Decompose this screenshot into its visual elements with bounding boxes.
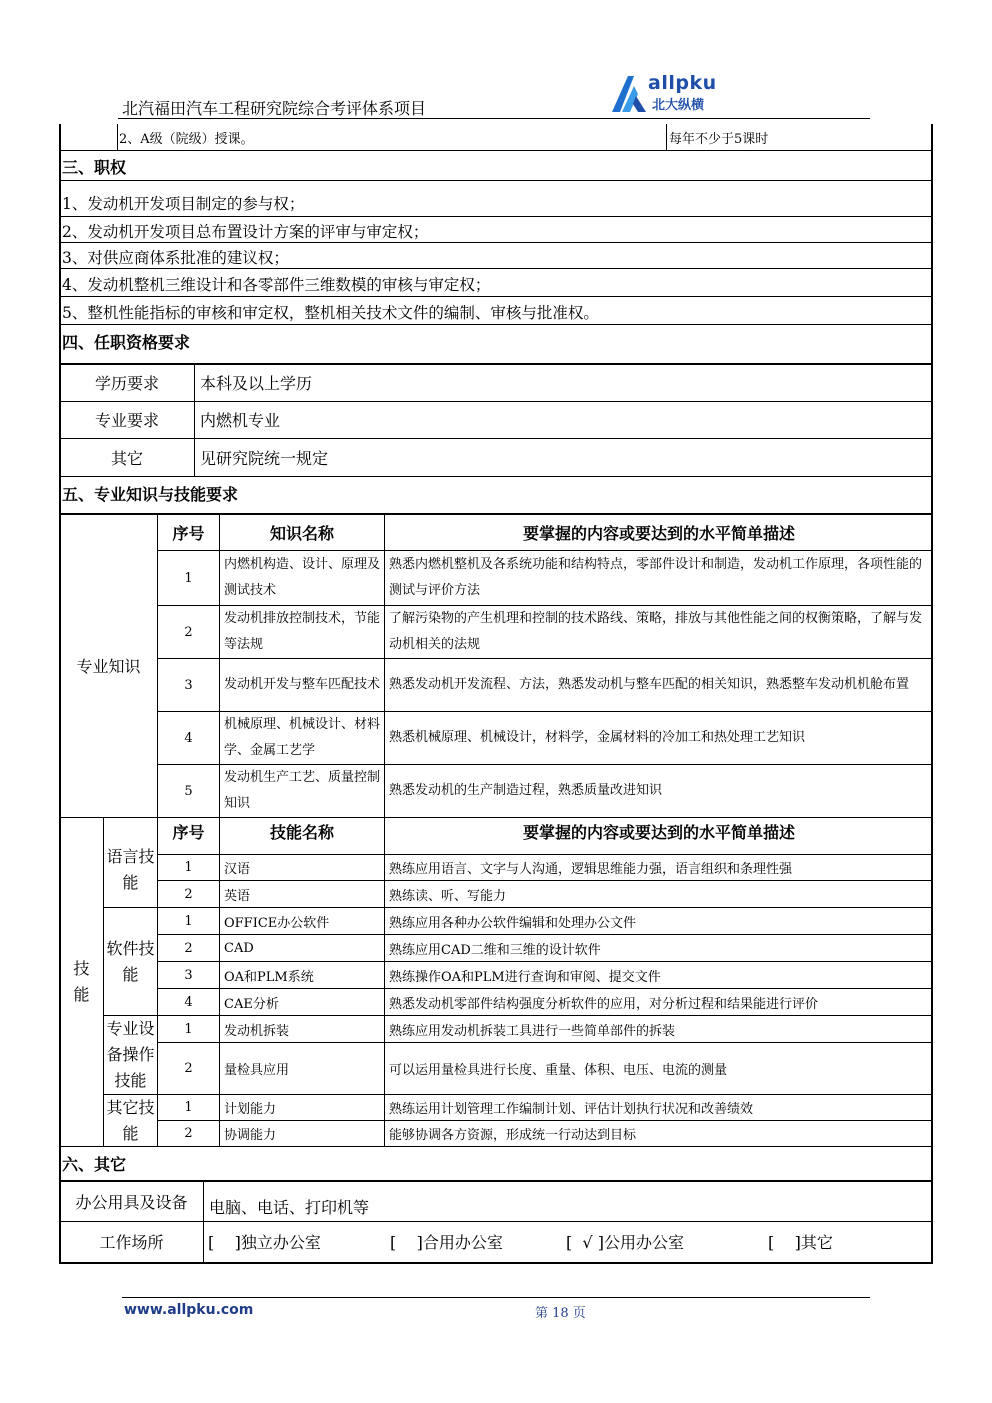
skill-no: 1: [184, 860, 193, 875]
knowledge-name: 发动机开发与整车匹配技术: [224, 677, 381, 692]
knowledge-desc: 熟悉机械原理、机械设计，材料学，金属材料的冷加工和热处理工艺知识: [389, 730, 806, 745]
knowledge-name: 发动机排放控制技术，节能等法规: [224, 611, 381, 652]
skill-desc: 熟练应用各种办公软件编辑和处理办公文件: [389, 915, 637, 931]
skill-no: 2: [184, 1126, 193, 1141]
skill-desc: 熟练操作OA和PLM进行查询和审阅、提交文件: [389, 969, 661, 985]
page-number: 第 18 页: [535, 1306, 586, 1321]
skill-name: OA和PLM系统: [224, 969, 314, 985]
knowledge-no: 3: [184, 677, 193, 693]
skill-name: 计划能力: [224, 1102, 277, 1117]
authority-item: 1、发动机开发项目制定的参与权；: [62, 195, 305, 213]
equipment-label: 办公用具及设备: [75, 1192, 188, 1212]
document-header-title: 北汽福田汽车工程研究院综合考评体系项目: [122, 99, 427, 118]
skill-no: 2: [184, 940, 193, 956]
knowledge-name: 发动机生产工艺、质量控制知识: [224, 770, 381, 811]
logo-text-cn: 北大纵横: [652, 98, 705, 113]
workplace-option-other: [ ]其它: [768, 1232, 833, 1252]
footer-rule: [122, 1297, 870, 1298]
header-rule: [118, 118, 870, 119]
authority-item: 4、发动机整机三维设计和各零部件三维数模的审核与审定权；: [62, 276, 491, 294]
skill-no: 4: [184, 994, 193, 1010]
allpku-logo: [608, 72, 728, 116]
knowledge-name: 内燃机构造、设计、原理及测试技术: [224, 557, 381, 598]
skill-name: 量检具应用: [224, 1063, 290, 1078]
skill-name: 发动机拆装: [224, 1023, 290, 1039]
workplace-label: 工作场所: [99, 1232, 164, 1252]
column-header-name: 知识名称: [269, 523, 334, 543]
section-4-title: 四、任职资格要求: [62, 333, 191, 352]
knowledge-no: 1: [184, 570, 193, 586]
section-3-title: 三、职权: [62, 158, 127, 177]
skill-category: 语言技能: [106, 847, 155, 892]
skill-name: 协调能力: [224, 1128, 277, 1143]
logo-text-en: allpku: [648, 72, 717, 94]
skill-desc: 熟悉发动机零部件结构强度分析软件的应用，对分析过程和结果能进行评价: [389, 996, 819, 1012]
skill-no: 1: [184, 913, 193, 929]
footer-url: www.allpku.com: [124, 1302, 254, 1318]
workplace-option-private: [ ]独立办公室: [208, 1232, 321, 1252]
column-header-no: 序号: [172, 523, 205, 543]
skill-name: CAE分析: [224, 996, 279, 1012]
qualification-value: 本科及以上学历: [200, 374, 313, 393]
skill-desc: 熟练应用发动机拆装工具进行一些简单部件的拆装: [389, 1023, 676, 1039]
column-header-no: 序号: [172, 822, 205, 842]
skill-desc: 熟练运用计划管理工作编制计划、评估计划执行状况和改善绩效: [389, 1102, 754, 1117]
skill-desc: 熟练应用语言、文字与人沟通，逻辑思维能力强，语言组织和条理性强: [389, 862, 793, 877]
logo-mark-icon: [608, 72, 652, 116]
knowledge-desc: 了解污染物的产生机理和控制的技术路线、策略，排放与其他性能之间的权衡策略，了解与发动机相关的法规: [389, 611, 923, 652]
qualification-label: 专业要求: [94, 411, 159, 430]
top-row-frequency: 每年不少于5课时: [669, 131, 769, 147]
skill-desc: 可以运用量检具进行长度、重量、体积、电压、电流的测量: [389, 1063, 728, 1078]
authority-item: 3、对供应商体系批准的建议权；: [62, 249, 289, 267]
knowledge-no: 5: [184, 783, 193, 799]
column-header-name: 技能名称: [269, 822, 334, 842]
top-row-item: 2、A级（院级）授课。: [119, 131, 254, 147]
knowledge-desc: 熟悉发动机开发流程、方法，熟悉发动机与整车匹配的相关知识，熟悉整车发动机机舱布置: [389, 677, 910, 692]
qualification-label: 其它: [110, 448, 143, 468]
workplace-option-shared: [ ]合用办公室: [390, 1232, 503, 1252]
qualification-value: 内燃机专业: [200, 411, 281, 430]
skill-desc: 能够协调各方资源，形成统一行动达到目标: [389, 1128, 637, 1143]
equipment-value: 电脑、电话、打印机等: [209, 1197, 370, 1217]
authority-item: 2、发动机开发项目总布置设计方案的评审与审定权；: [62, 223, 429, 241]
qualification-value: 见研究院统一规定: [200, 448, 329, 468]
knowledge-group-label: 专业知识: [76, 657, 141, 676]
skill-category: 其它技能: [106, 1097, 155, 1143]
knowledge-no: 4: [184, 730, 193, 746]
knowledge-desc: 熟悉内燃机整机及各系统功能和结构特点，零部件设计和制造，发动机工作原理，各项性能的测试与评价方法: [389, 557, 923, 598]
skill-desc: 熟练读、听、写能力: [389, 888, 507, 904]
skill-no: 1: [184, 1100, 193, 1115]
skill-category: 专业设备操作技能: [106, 1019, 155, 1090]
section-5-title: 五、专业知识与技能要求: [62, 485, 239, 504]
column-header-desc: 要掌握的内容或要达到的水平简单描述: [522, 523, 795, 543]
knowledge-no: 2: [184, 624, 193, 640]
skill-no: 2: [184, 886, 193, 902]
skill-name: 汉语: [224, 862, 251, 877]
skill-name: CAD: [224, 940, 254, 956]
section-6-title: 六、其它: [62, 1155, 127, 1174]
skill-name: OFFICE办公软件: [224, 915, 330, 931]
skills-group-label: 技能: [73, 959, 90, 1004]
column-header-desc: 要掌握的内容或要达到的水平简单描述: [522, 822, 795, 842]
authority-item: 5、整机性能指标的审核和审定权，整机相关技术文件的编制、审核与批准权。: [62, 304, 599, 322]
knowledge-desc: 熟悉发动机的生产制造过程，熟悉质量改进知识: [389, 783, 663, 798]
skill-desc: 熟练应用CAD二维和三维的设计软件: [389, 942, 601, 958]
skill-category: 软件技能: [106, 938, 155, 984]
skill-name: 英语: [224, 888, 251, 904]
workplace-option-public: [ √ ]公用办公室: [566, 1232, 684, 1252]
skill-no: 1: [184, 1021, 193, 1037]
qualification-label: 学历要求: [94, 374, 159, 393]
skill-no: 3: [184, 967, 193, 983]
knowledge-name: 机械原理、机械设计、材料学、金属工艺学: [224, 717, 381, 758]
skill-no: 2: [184, 1061, 193, 1076]
